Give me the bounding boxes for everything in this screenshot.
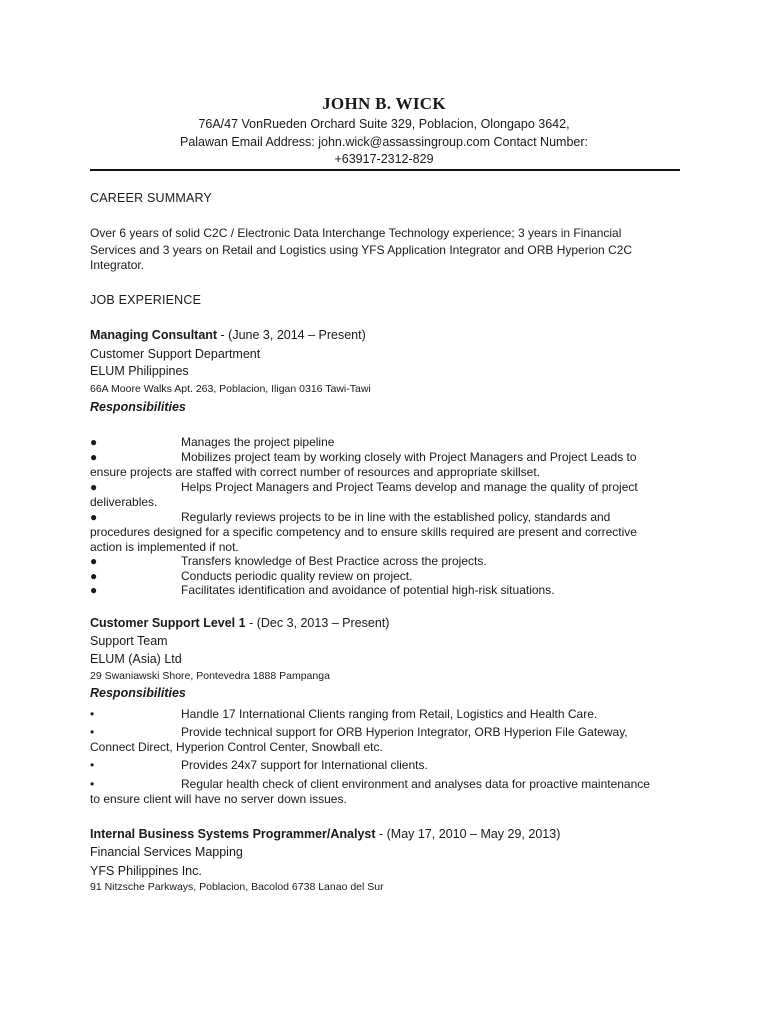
responsibilities-label: Responsibilities bbox=[90, 400, 186, 414]
summary-line: Over 6 years of solid C2C / Electronic Data Interchange Technology experience; 3 years in Financial bbox=[90, 226, 622, 240]
responsibility-item: Conducts periodic quality review on project. bbox=[181, 569, 413, 583]
responsibility-item: Provides 24x7 support for International clients. bbox=[181, 758, 428, 772]
responsibility-item: Mobilizes project team by working closely with Project Managers and Project Leads to bbox=[181, 450, 637, 464]
summary-line: Integrator. bbox=[90, 258, 145, 272]
bullet-icon: ● bbox=[90, 583, 98, 597]
job-address: 29 Swaniawski Shore, Pontevedra 1888 Pampanga bbox=[90, 670, 330, 682]
job-title-line bbox=[90, 328, 366, 342]
contact-line-3: +63917-2312-829 bbox=[334, 152, 434, 166]
responsibility-item: Manages the project pipeline bbox=[181, 435, 335, 449]
job-title: Customer Support Level 1 bbox=[90, 616, 246, 630]
job-title-line bbox=[90, 616, 389, 630]
job-dates: - (Dec 3, 2013 – Present) bbox=[245, 616, 390, 630]
bullet-icon: • bbox=[90, 777, 95, 791]
job-department: Customer Support Department bbox=[90, 347, 261, 361]
job-department: Financial Services Mapping bbox=[90, 845, 243, 859]
responsibility-item-continued: to ensure client will have no server down issues. bbox=[90, 792, 347, 806]
responsibility-item: Provide technical support for ORB Hyperion Integrator, ORB Hyperion File Gateway, bbox=[181, 725, 628, 739]
bullet-icon: • bbox=[90, 758, 95, 772]
contact-line-1: 76A/47 VonRueden Orchard Suite 329, Poblacion, Olongapo 3642, bbox=[198, 117, 570, 131]
bullet-icon: • bbox=[90, 707, 95, 721]
candidate-name: JOHN B. WICK bbox=[322, 94, 446, 113]
responsibility-item: Facilitates identification and avoidance of potential high-risk situations. bbox=[181, 583, 555, 597]
responsibility-item: Transfers knowledge of Best Practice across the projects. bbox=[181, 554, 487, 568]
bullet-icon: ● bbox=[90, 435, 98, 449]
job-department: Support Team bbox=[90, 634, 168, 648]
responsibility-item-continued: Connect Direct, Hyperion Control Center, Snowball etc. bbox=[90, 740, 383, 754]
responsibility-item-continued: deliverables. bbox=[90, 495, 158, 509]
responsibility-item-continued: ensure projects are staffed with correct number of resources and appropriate skillset. bbox=[90, 465, 540, 479]
job-title: Managing Consultant bbox=[90, 328, 218, 342]
job-address: 66A Moore Walks Apt. 263, Poblacion, Iligan 0316 Tawi-Tawi bbox=[90, 383, 371, 395]
bullet-icon: ● bbox=[90, 450, 98, 464]
responsibility-item: Regularly reviews projects to be in line with the established policy, standards and bbox=[181, 510, 611, 524]
job-address: 91 Nitzsche Parkways, Poblacion, Bacolod 6738 Lanao del Sur bbox=[90, 881, 384, 893]
job-company: ELUM Philippines bbox=[90, 364, 189, 378]
bullet-icon: ● bbox=[90, 510, 98, 524]
job-title: Internal Business Systems Programmer/Analyst bbox=[90, 827, 376, 841]
responsibility-item: Helps Project Managers and Project Teams develop and manage the quality of project bbox=[181, 480, 638, 494]
job-experience-heading: JOB EXPERIENCE bbox=[90, 293, 202, 307]
summary-line: Services and 3 years on Retail and Logistics using YFS Application Integrator and ORB Hyperion C2C bbox=[90, 243, 633, 257]
job-company: YFS Philippines Inc. bbox=[90, 864, 202, 878]
bullet-icon: ● bbox=[90, 554, 98, 568]
responsibility-item: Regular health check of client environment and analyses data for proactive maintenance bbox=[181, 777, 650, 791]
bullet-icon: ● bbox=[90, 480, 98, 494]
bullet-icon: • bbox=[90, 725, 95, 739]
job-company: ELUM (Asia) Ltd bbox=[90, 652, 182, 666]
job-title-line bbox=[90, 827, 560, 841]
career-summary-heading: CAREER SUMMARY bbox=[90, 191, 213, 205]
responsibility-item-continued: procedures designed for a specific competency and to ensure skills required are present and corrective bbox=[90, 525, 637, 539]
responsibility-item: Handle 17 International Clients ranging from Retail, Logistics and Health Care. bbox=[181, 707, 598, 721]
job-dates: - (June 3, 2014 – Present) bbox=[217, 328, 366, 342]
responsibility-item-continued: action is implemented if not. bbox=[90, 540, 239, 554]
contact-line-2: Palawan Email Address: john.wick@assassingroup.com Contact Number: bbox=[179, 135, 588, 149]
header-divider bbox=[90, 169, 680, 171]
responsibilities-label: Responsibilities bbox=[90, 686, 186, 700]
bullet-icon: ● bbox=[90, 569, 98, 583]
job-dates: - (May 17, 2010 – May 29, 2013) bbox=[375, 827, 561, 841]
